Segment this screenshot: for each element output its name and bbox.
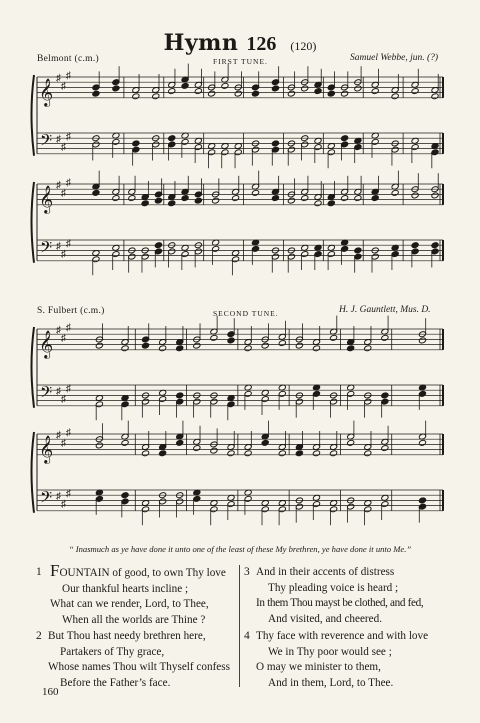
note-head [252, 90, 260, 97]
treble-clef: 𝄞 [39, 434, 54, 463]
note-head [252, 189, 260, 196]
note-head [244, 450, 252, 457]
tune-1-label: FIRST TUNE. [213, 57, 268, 66]
brace [32, 75, 35, 156]
note-head [411, 88, 419, 95]
sharp-sign: ♯ [61, 187, 66, 199]
note-head [271, 140, 279, 147]
tune-1-composer: Samuel Webbe, jun. (?) [350, 53, 439, 63]
verse-number: 1 [36, 566, 42, 578]
treble-clef: 𝄞 [39, 77, 54, 106]
sharp-sign: ♯ [61, 142, 66, 153]
note-head [354, 195, 362, 202]
verse-line: And in their accents of distress [256, 566, 395, 578]
brace [32, 432, 35, 513]
note-head [341, 90, 349, 97]
sharp-sign: ♯ [56, 430, 61, 441]
verse-number: 3 [244, 566, 250, 578]
note-head [193, 342, 201, 349]
note-head [354, 247, 362, 254]
note-head [431, 242, 439, 249]
note-head [95, 342, 103, 349]
sharp-sign: ♯ [66, 238, 71, 250]
note-head [347, 345, 355, 352]
verse-line: OUNTAIN of good, to own Thy love [59, 567, 226, 579]
note-head [210, 447, 218, 454]
note-head [141, 200, 149, 207]
note-head [364, 345, 372, 352]
scripture-quote: “ Inasmuch as ye have done it unto one of the least of these My brethren, ye have done it unto Me.” [68, 544, 412, 554]
note-head [381, 392, 389, 399]
note-head [244, 345, 252, 352]
note-head [271, 195, 279, 202]
sharp-sign: ♯ [61, 394, 66, 405]
verse-line: O may we minister to them, [256, 661, 381, 674]
note-head [295, 450, 303, 457]
note-head [112, 85, 120, 92]
sharp-sign: ♯ [61, 249, 66, 260]
verse-line: And in them, Lord, to Thee. [268, 676, 394, 689]
note-head [154, 197, 162, 204]
verse-line: Partakers of Thy grace, [60, 645, 165, 658]
note-head [92, 90, 100, 97]
note-head [418, 337, 426, 344]
note-head [208, 90, 216, 97]
note-head [278, 450, 286, 457]
note-head [128, 195, 136, 202]
note-head [112, 195, 120, 202]
note-head [221, 82, 229, 89]
verse-line: And visited, and cheered. [268, 612, 383, 625]
note-head [347, 439, 355, 446]
note-head [227, 337, 235, 344]
note-head [132, 93, 140, 100]
note-head [341, 195, 349, 202]
treble-clef: 𝄞 [39, 184, 54, 213]
note-head [364, 450, 372, 457]
note-head [194, 88, 202, 95]
bass-clef: 𝄢 [40, 383, 53, 406]
verse-1 [36, 561, 226, 628]
note-head [411, 242, 419, 249]
bass-clef: 𝄢 [40, 238, 53, 261]
note-head [391, 93, 399, 100]
note-head [418, 497, 426, 504]
note-head [176, 345, 184, 352]
bass-clef: 𝄢 [40, 488, 53, 511]
verse-number: 4 [244, 630, 250, 642]
note-head [431, 93, 439, 100]
sharp-sign: ♯ [56, 491, 61, 503]
sharp-sign: ♯ [66, 70, 71, 82]
note-head [168, 88, 176, 95]
sharp-sign: ♯ [56, 386, 61, 398]
note-head [142, 342, 150, 349]
verse-line: In them Thou mayst be clothed, and fed, [256, 597, 424, 610]
note-head [232, 195, 240, 202]
sharp-sign: ♯ [56, 73, 61, 84]
note-head [330, 334, 338, 341]
note-head [261, 439, 269, 446]
sharp-sign: ♯ [56, 325, 61, 336]
verse-line: But Thou hast needy brethren here, [48, 630, 206, 642]
note-head [312, 345, 320, 352]
sharp-sign: ♯ [66, 427, 71, 439]
note-head [381, 445, 389, 452]
verse-line: What can we render, Lord, to Thee, [50, 598, 209, 611]
note-head [159, 450, 167, 457]
tune-2-label: SECOND TUNE. [213, 309, 279, 318]
note-head [418, 439, 426, 446]
sharp-sign: ♯ [61, 499, 66, 510]
page-number: 160 [42, 686, 59, 698]
note-head [194, 197, 202, 204]
sharp-sign: ♯ [56, 241, 61, 253]
note-head [301, 85, 309, 92]
note-head [92, 189, 100, 196]
verse-3 [244, 565, 424, 627]
verse-line: Thy pleading voice is heard ; [268, 581, 399, 594]
note-head [301, 195, 309, 202]
sharp-sign: ♯ [66, 488, 71, 500]
note-head [121, 492, 129, 499]
note-head [152, 93, 160, 100]
note-head [381, 334, 389, 341]
note-head [121, 345, 129, 352]
sharp-sign: ♯ [61, 437, 66, 449]
note-head [181, 195, 189, 202]
tune-2-name: S. Fulbert (c.m.) [37, 306, 105, 316]
verse-line: Thy face with reverence and with love [256, 630, 429, 642]
note-head [312, 450, 320, 457]
note-head [181, 82, 189, 89]
sharp-sign: ♯ [66, 131, 71, 143]
note-head [154, 242, 162, 249]
note-head [278, 340, 286, 347]
sharp-sign: ♯ [56, 134, 61, 146]
verse-4 [244, 629, 429, 691]
note-head [330, 450, 338, 457]
tune-1-name: Belmont (c.m.) [37, 54, 99, 64]
note-head [391, 189, 399, 196]
note-head [176, 439, 184, 446]
note-head [121, 439, 129, 446]
note-head [227, 450, 235, 457]
verse-line: Before the Father’s face. [60, 676, 171, 689]
note-head [287, 90, 295, 97]
note-head [327, 200, 335, 207]
note-head [354, 85, 362, 92]
brace [32, 182, 35, 263]
sharp-sign: ♯ [61, 80, 66, 92]
note-head [95, 442, 103, 449]
note-head [234, 90, 242, 97]
verse-line: Whose names Thou wilt Thyself confess [48, 661, 230, 674]
note-head [295, 342, 303, 349]
verse-line: When all the worlds are Thine ? [62, 613, 206, 626]
note-head [132, 140, 140, 147]
verse-line: Our thankful hearts incline ; [62, 582, 189, 595]
tune-2-composer: H. J. Gauntlett, Mus. D. [339, 305, 431, 315]
bass-clef: 𝄢 [40, 131, 53, 154]
note-head [193, 445, 201, 452]
note-head [168, 200, 176, 207]
note-head [431, 192, 439, 199]
drop-cap: F [50, 561, 60, 580]
note-head [142, 450, 150, 457]
sharp-sign: ♯ [66, 322, 71, 334]
treble-clef: 𝄞 [39, 329, 54, 358]
note-head [327, 90, 335, 97]
note-head [159, 345, 167, 352]
note-head [411, 192, 419, 199]
note-head [314, 200, 322, 207]
verse-2 [36, 629, 230, 691]
sharp-sign: ♯ [61, 332, 66, 344]
verse-divider [239, 565, 240, 687]
brace [32, 327, 35, 408]
note-head [341, 135, 349, 142]
note-head [176, 392, 184, 399]
note-head [371, 88, 379, 95]
verse-line: We in Thy poor would see ; [268, 645, 392, 658]
note-head [261, 342, 269, 349]
sharp-sign: ♯ [56, 180, 61, 191]
note-head [287, 197, 295, 204]
hymn-number: 126 [246, 33, 277, 55]
verse-number: 2 [36, 630, 42, 642]
sharp-sign: ♯ [66, 177, 71, 189]
hymn-word: Hymn [163, 30, 239, 56]
note-head [314, 88, 322, 95]
note-head [212, 197, 220, 204]
hymn-alt-number: (120) [290, 39, 317, 53]
note-head [271, 85, 279, 92]
note-head [168, 135, 176, 142]
note-head [210, 334, 218, 341]
sharp-sign: ♯ [66, 383, 71, 395]
note-head [371, 195, 379, 202]
